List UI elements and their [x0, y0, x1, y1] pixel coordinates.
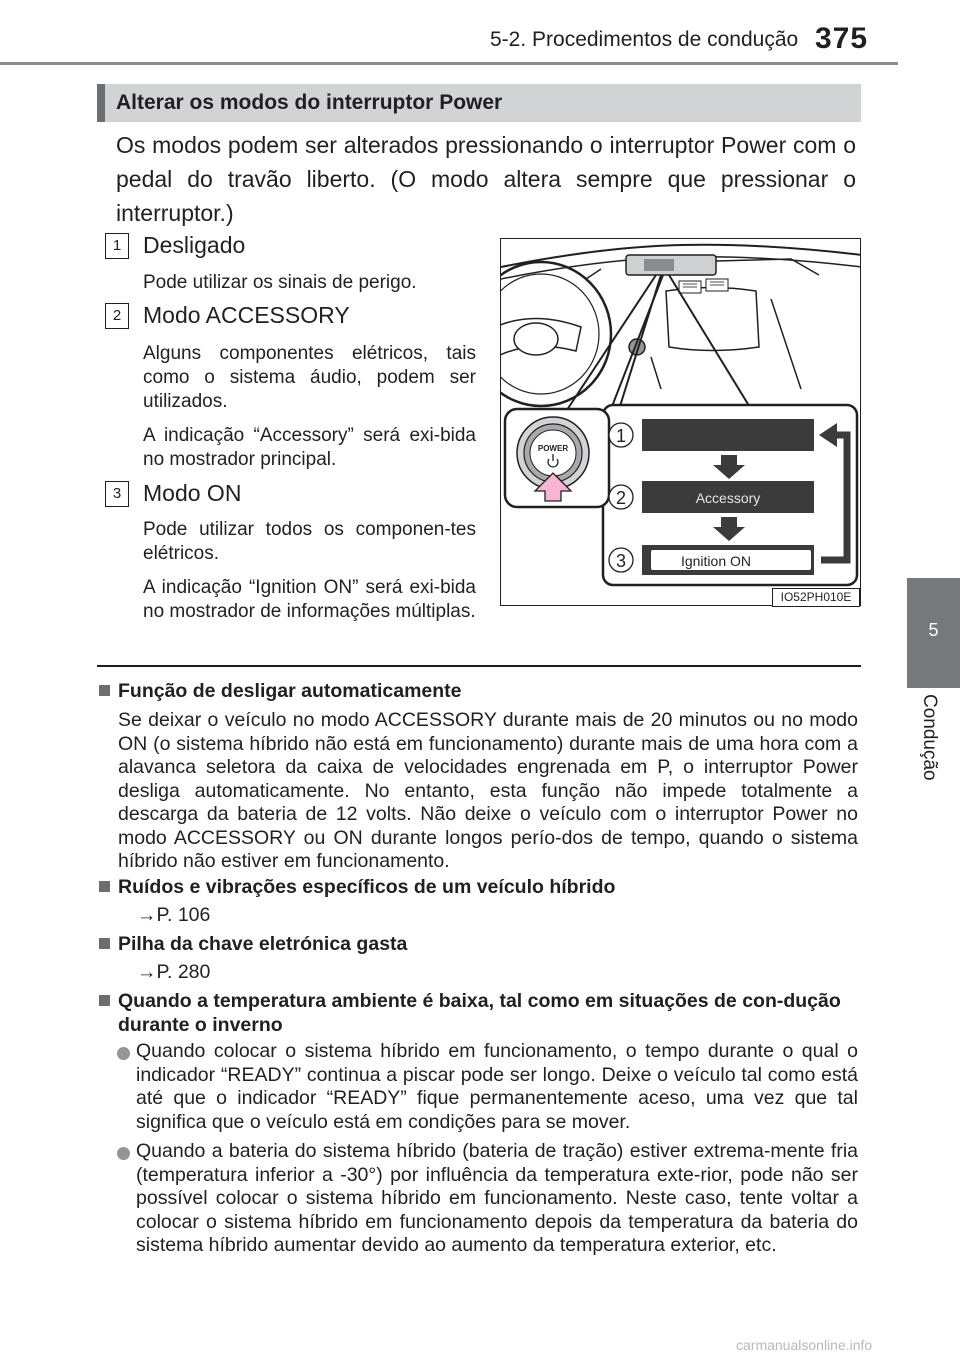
- figure-code: IO52PH010E: [772, 588, 860, 607]
- square-bullet-icon: [99, 685, 110, 696]
- note-title-battery: Pilha da chave eletrónica gasta: [99, 933, 407, 956]
- power-switch-illustration: [500, 238, 861, 606]
- square-bullet-icon: [99, 881, 110, 892]
- item-number-2: 2: [105, 303, 129, 329]
- mode-label-ignition: Ignition ON: [680, 553, 752, 569]
- item-number-1: 1: [105, 233, 129, 259]
- section-divider: [97, 665, 861, 667]
- item-desc-accessory-2: A indicação “Accessory” será exi-bida no mostrador principal.: [143, 425, 476, 470]
- mode-number-3: 3: [615, 551, 627, 571]
- note-bullet-ready: Quando colocar o sistema híbrido em funcionamento, o tempo durante o qual o indicador “READY” continua a piscar pode ser longo. Deixe o veículo tal como está até que o indicador “READY” fique permanentemente aceso, uma vez que tal significa que o veículo está em condições para se mover.: [136, 1040, 858, 1133]
- note-bullet-battery-cold: Quando a bateria do sistema híbrido (bateria de tração) estiver extrema-mente fria (temperatura inferior a -30°) por influência da temperatura exte-rior, pode não ser possível colocar o sistema híbrido em funcionamento. Neste caso, tente voltar a colocar o sistema híbrido em funcionamento depois da temperatura da bateria do sistema híbrido aumentar devido ao aumento da temperatura exterior, etc.: [136, 1140, 858, 1256]
- mode-number-1: 1: [615, 426, 627, 446]
- note-text-auto-off: Se deixar o veículo no modo ACCESSORY durante mais de 20 minutos ou no modo ON (o sistema híbrido não está em funcionamento) durante mais de uma hora com a alavanca seletora da caixa de velocidades engrenada em P, o interruptor Power desliga automaticamente. No entanto, esta função não impede totalmente a descarga da bateria de 12 volts. Não deixe o veículo com o interruptor Power no modo ACCESSORY ou ON durante longos perío-dos de tempo, quando o sistema híbrido não estiver em funcionamento.: [118, 709, 858, 872]
- page-number: 375: [815, 22, 869, 55]
- watermark: carmanualsonline.info: [736, 1337, 873, 1353]
- item-desc-on-2: A indicação “Ignition ON” será exi-bida no mostrador de informações múltiplas.: [143, 577, 476, 622]
- item-number-3: 3: [105, 481, 129, 507]
- item-title-accessory: Modo ACCESSORY: [143, 302, 350, 328]
- running-header-section: 5-2. Procedimentos de condução: [490, 28, 799, 51]
- section-title: Alterar os modos do interruptor Power: [116, 91, 503, 114]
- item-title-off: Desligado: [143, 232, 246, 258]
- square-bullet-icon: [99, 938, 110, 949]
- bullet-dot-icon: [117, 1147, 130, 1160]
- page-reference-link[interactable]: →P. 106: [137, 904, 211, 926]
- item-desc-off: Pode utilizar os sinais de perigo.: [143, 272, 417, 293]
- intro-paragraph: Os modos podem ser alterados pressionando o interruptor Power com o pedal do travão liberto. (O modo altera sempre que pressionar o interruptor.): [116, 132, 856, 226]
- mode-number-2: 2: [615, 488, 627, 508]
- bullet-dot-icon: [117, 1047, 130, 1060]
- power-button-label: POWER: [537, 444, 569, 453]
- square-bullet-icon: [99, 995, 110, 1006]
- item-desc-accessory-1: Alguns componentes elétricos, tais como o sistema áudio, podem ser utilizados.: [143, 343, 476, 412]
- note-title-cold: Quando a temperatura ambiente é baixa, tal como em situações de con-dução durante o inverno: [99, 990, 859, 1037]
- chapter-label: Condução: [919, 694, 940, 781]
- mode-bar-off: [642, 419, 814, 451]
- header-rule: [0, 62, 898, 65]
- dashboard-drawing: [501, 239, 861, 606]
- item-title-on: Modo ON: [143, 480, 242, 506]
- section-title-accent: [97, 84, 105, 122]
- note-title-auto-off: Função de desligar automaticamente: [99, 680, 462, 703]
- mode-label-accessory: Accessory: [695, 490, 761, 506]
- item-desc-on-1: Pode utilizar todos os componen-tes elétricos.: [143, 519, 476, 564]
- note-title-noise: Ruídos e vibrações específicos de um veículo híbrido: [99, 876, 615, 899]
- page-reference-link[interactable]: →P. 280: [137, 961, 211, 983]
- chapter-number: 5: [928, 620, 939, 640]
